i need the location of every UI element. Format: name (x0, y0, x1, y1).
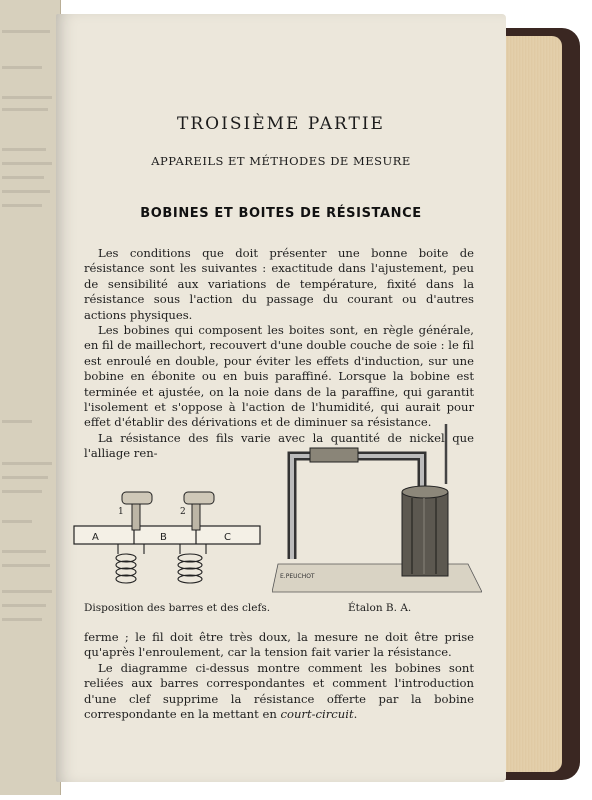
key-label-1: 1 (118, 507, 124, 517)
paragraph: Les bobines qui composent les boites sont, en règle générale, en fil de maillechort, recouvert d'une double couche de soie : le fil est enroulé en double, pour éviter les effets d'induction, sur une bobine en ébonite ou en buis paraffiné. Lorsque la bobine est terminée et ajustée, on la noie dans de la paraffine, qui garantit l'isolement et s'oppose à l'action de l'humidité, qui aurait pour effet d'établir des dérivations et de diminuer sa résistance. (84, 323, 474, 430)
emphasis-text: court-circuit (280, 707, 354, 722)
bar-label-a: A (92, 532, 99, 543)
section-title: BOBINES ET BOITES DE RÉSISTANCE (140, 206, 422, 221)
paragraph: La résistance des fils varie avec la quantité de nickel que l'alliage ren- (84, 430, 474, 461)
facing-page (0, 0, 61, 795)
coil-left (116, 544, 144, 583)
key-label-2: 2 (180, 507, 186, 517)
engraver-signature: E.PEUCHOT (280, 573, 315, 580)
bar-label-b: B (160, 532, 167, 543)
key-1 (118, 492, 152, 530)
part-subtitle: APPAREILS ET MÉTHODES DE MESURE (151, 154, 411, 168)
body-text-bottom (84, 630, 474, 722)
paragraph (84, 661, 474, 723)
key-2 (180, 492, 214, 530)
paragraph-end: . (353, 707, 358, 722)
figure-caption-right: Étalon B. A. (348, 602, 412, 614)
bars-and-keys-figure (72, 414, 272, 594)
figure-caption-left: Disposition des barres et des clefs. (84, 602, 271, 614)
coil-right (178, 544, 206, 583)
paragraph: ferme ; le fil doit être très doux, la mesure ne doit être prise qu'après l'enroulement, car la tension fait varier la résistance. (84, 630, 474, 660)
paragraph: Les conditions que doit présenter une bonne boite de résistance sont les suivantes : exactitude dans l'ajustement, peu de sensibilité aux variations de température, fixité dans la résistance sous l'action du passage du courant ou d'autres actions physiques. (84, 246, 474, 322)
figures (72, 414, 492, 614)
bar-label-c: C (224, 532, 231, 543)
book-page (56, 14, 506, 782)
etalon-figure (272, 414, 482, 594)
paragraph-text: Le diagramme ci-dessus montre comment les bobines sont reliées aux barres correspondantes et comment l'introduction d'une clef supprime la résistance offerte par la bobine correspondante en la mettant en (84, 660, 474, 722)
part-title: TROISIÈME PARTIE (177, 114, 385, 134)
